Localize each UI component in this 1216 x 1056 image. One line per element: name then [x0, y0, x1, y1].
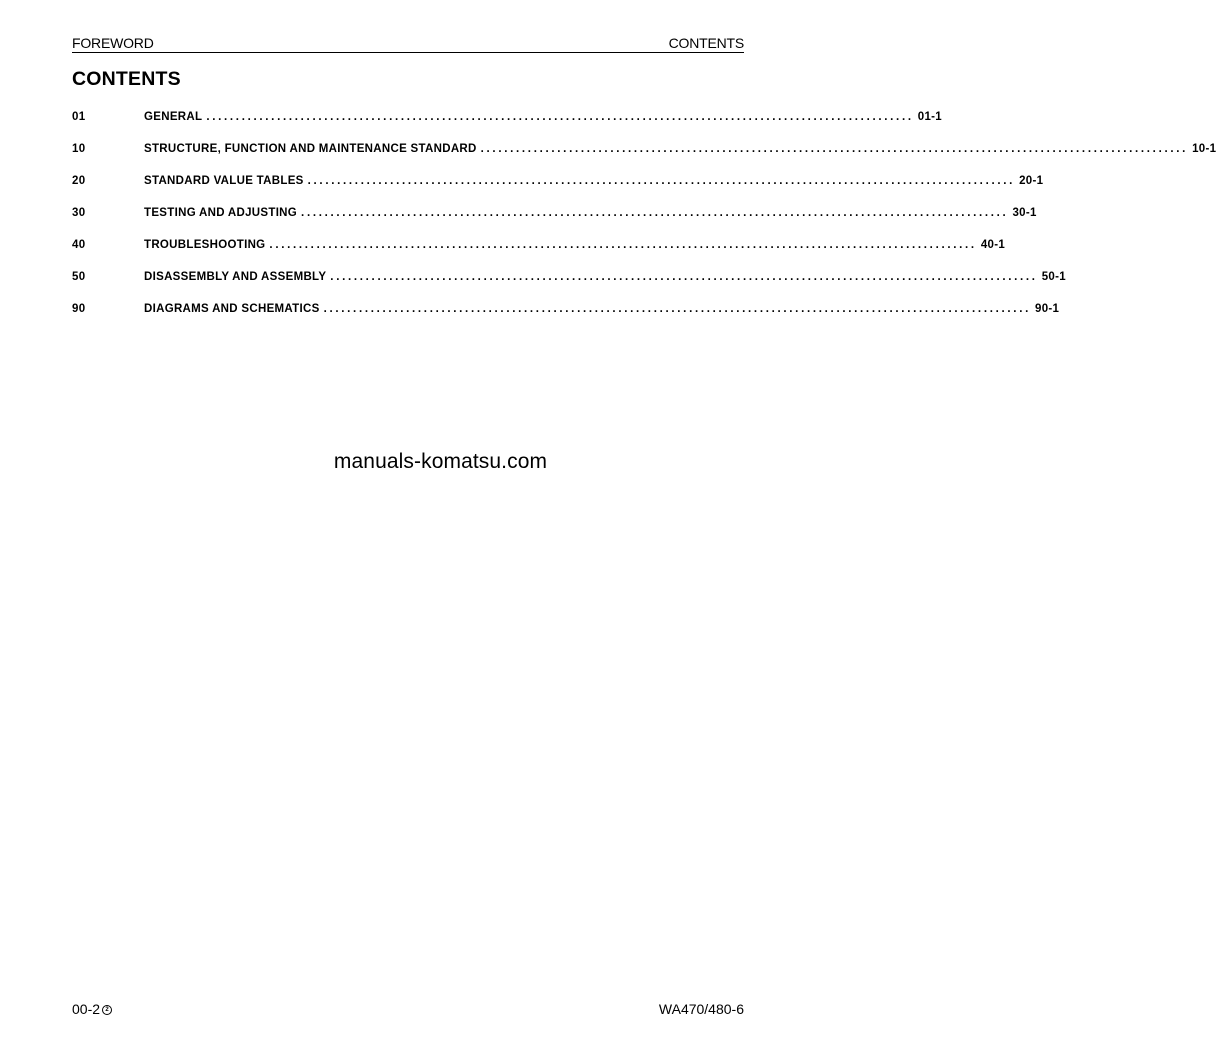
toc-leader-dots: ........................................................................................................................	[323, 303, 1031, 315]
toc-entry-number: 50	[72, 271, 86, 283]
toc-entry-title: TROUBLESHOOTING	[144, 239, 266, 251]
watermark-text: manuals-komatsu.com	[333, 450, 548, 473]
toc-leader-dots: ........................................................................................................................	[480, 143, 1189, 155]
page-number: 00-2	[72, 1001, 101, 1017]
toc-entry-page: 50-1	[1041, 271, 1066, 283]
page-header	[72, 35, 744, 53]
table-of-contents	[72, 111, 1216, 335]
toc-entry[interactable]	[72, 303, 1060, 335]
toc-entry-number: 10	[72, 143, 86, 155]
toc-entry[interactable]	[72, 143, 1216, 175]
page-title: CONTENTS	[72, 68, 181, 90]
toc-entry-page: 20-1	[1019, 175, 1044, 187]
toc-leader-dots: ........................................................................................................................	[307, 175, 1016, 187]
model-number: WA470/480-6	[658, 1001, 744, 1017]
toc-entry-title: TESTING AND ADJUSTING	[144, 207, 298, 219]
toc-entry-title: STRUCTURE, FUNCTION AND MAINTENANCE STANDARD	[144, 143, 477, 155]
toc-entry[interactable]	[72, 271, 1066, 303]
header-chapter-label: CONTENTS	[668, 35, 744, 51]
toc-leader-dots: ........................................................................................................................	[206, 111, 914, 123]
toc-entry[interactable]	[72, 207, 1037, 239]
toc-entry-title: DISASSEMBLY AND ASSEMBLY	[144, 271, 327, 283]
toc-entry-title: DIAGRAMS AND SCHEMATICS	[144, 303, 320, 315]
toc-entry-page: 40-1	[980, 239, 1006, 251]
toc-entry-number: 30	[72, 207, 86, 219]
toc-entry-page: 90-1	[1035, 303, 1060, 315]
page-footer-left	[72, 1001, 112, 1017]
toc-leader-dots: ........................................................................................................................	[330, 271, 1038, 283]
toc-entry-number: 01	[72, 111, 86, 123]
header-section-label: FOREWORD	[72, 35, 154, 51]
revision-mark-icon: 2	[102, 1005, 112, 1015]
toc-leader-dots: ........................................................................................................................	[269, 239, 977, 251]
toc-entry-title: GENERAL	[144, 111, 203, 123]
toc-entry-page: 01-1	[917, 111, 942, 123]
toc-entry-page: 30-1	[1012, 207, 1037, 219]
toc-entry-page: 10-1	[1192, 143, 1216, 155]
toc-entry-number: 20	[72, 175, 86, 187]
toc-entry-number: 90	[72, 303, 86, 315]
toc-entry-number: 40	[72, 239, 86, 251]
toc-entry[interactable]	[72, 175, 1044, 207]
toc-entry[interactable]	[72, 111, 942, 143]
toc-entry[interactable]	[72, 239, 1006, 271]
toc-leader-dots: ........................................................................................................................	[301, 207, 1009, 219]
toc-entry-title: STANDARD VALUE TABLES	[144, 175, 304, 187]
